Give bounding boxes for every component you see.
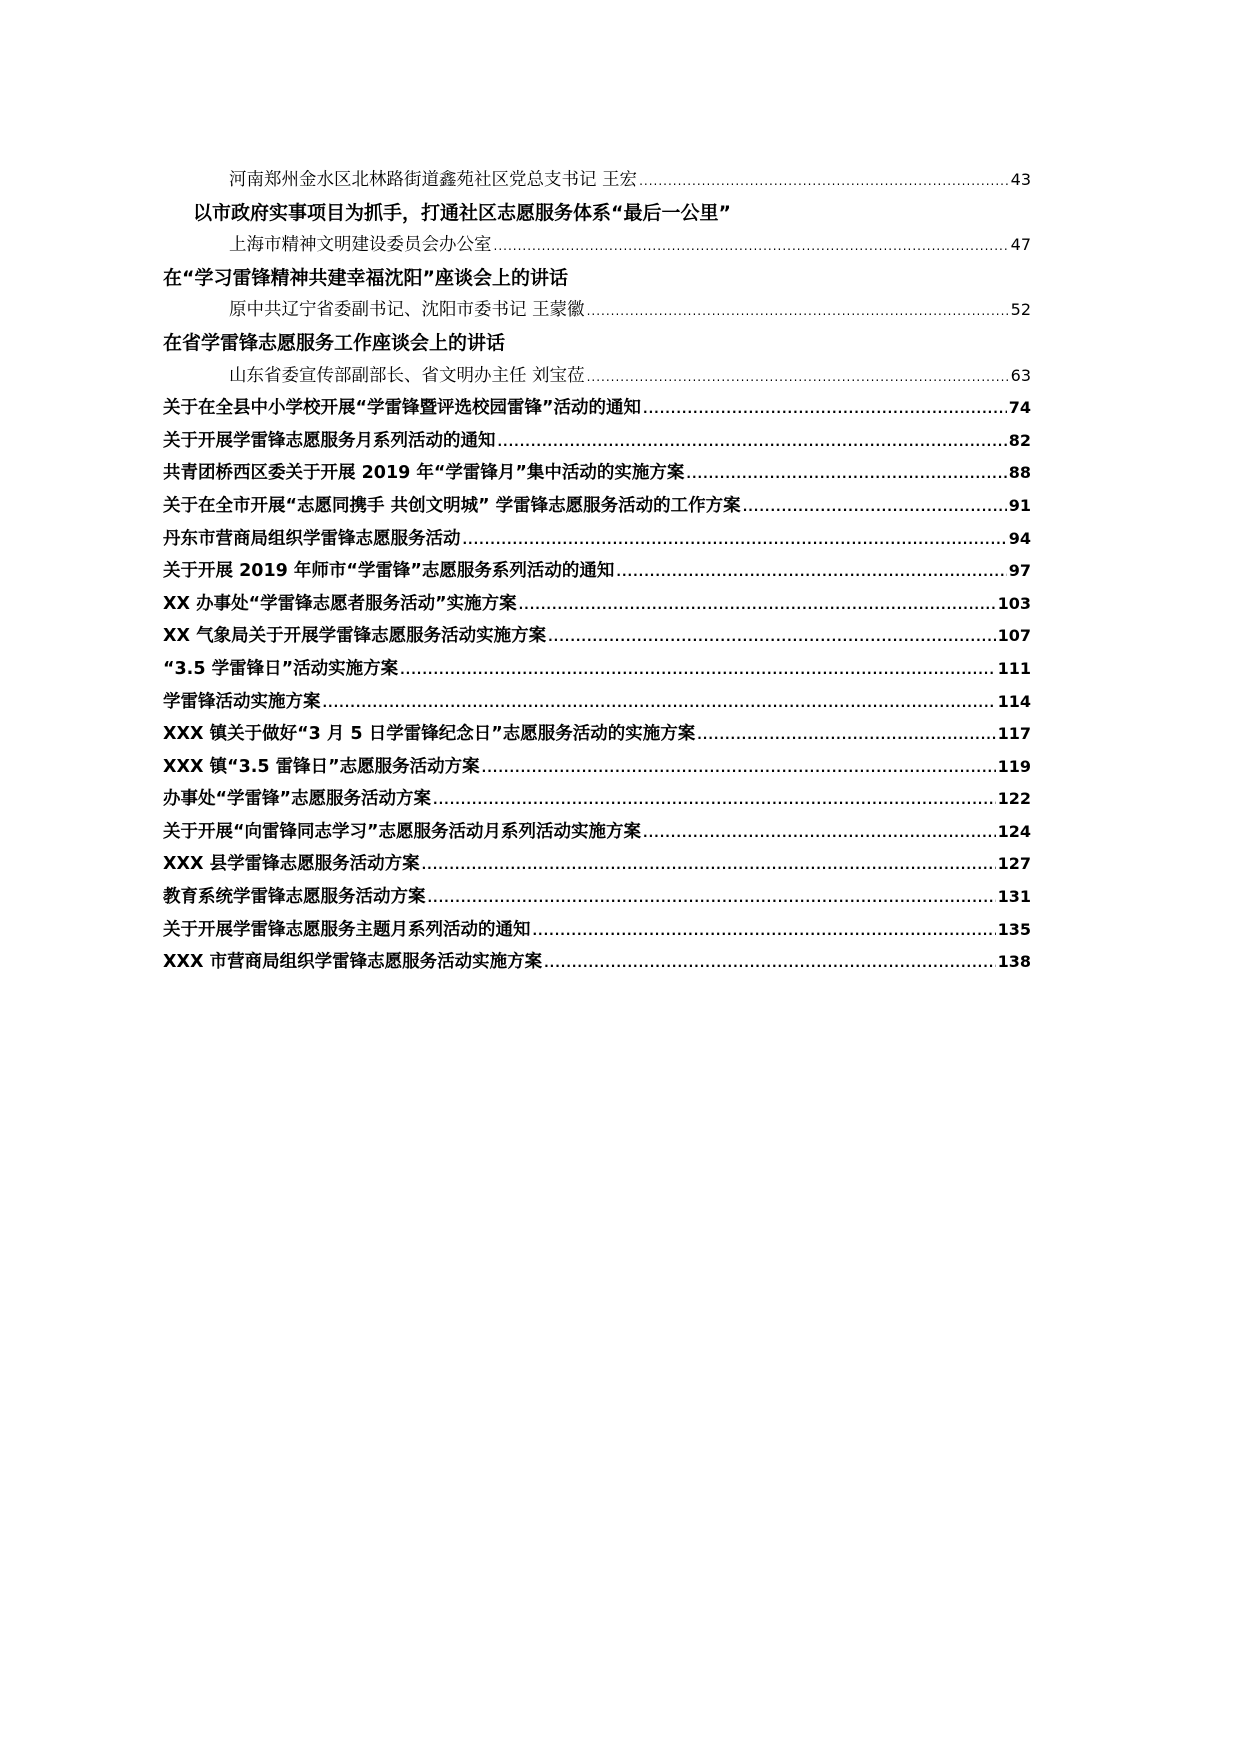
- toc-entry[interactable]: [163, 946, 1031, 979]
- dot-leader: [686, 458, 1006, 491]
- toc-entry-title: 办事处“学雷锋”志愿服务活动方案: [163, 789, 432, 810]
- toc-entry-title: 关于开展学雷锋志愿服务月系列活动的通知: [163, 430, 496, 451]
- toc-entry[interactable]: [163, 457, 1031, 490]
- toc-entry-title: 关于开展学雷锋志愿服务主题月系列活动的通知: [163, 919, 531, 940]
- toc-entry[interactable]: [163, 848, 1031, 881]
- toc-page-number: 63: [1010, 365, 1031, 385]
- dot-leader: [587, 295, 1009, 328]
- toc-entry[interactable]: [163, 360, 1031, 393]
- dot-leader: [616, 556, 1006, 589]
- toc-entry-title: 学雷锋活动实施方案: [163, 691, 321, 712]
- toc-entry[interactable]: [163, 620, 1031, 653]
- table-of-contents: [163, 164, 1031, 979]
- toc-page-number: 111: [997, 658, 1031, 678]
- toc-entry-title: XXX 县学雷锋志愿服务活动方案: [163, 854, 420, 875]
- toc-heading: [163, 327, 1031, 360]
- toc-entry-title: 上海市精神文明建设委员会办公室: [229, 235, 492, 256]
- toc-entry-title: XX 办事处“学雷锋志愿者服务活动”实施方案: [163, 593, 517, 614]
- toc-entry-title: 关于在全市开展“志愿同携手 共创文明城” 学雷锋志愿服务活动的工作方案: [163, 495, 741, 516]
- toc-entry[interactable]: [163, 816, 1031, 849]
- toc-entry-title: “3.5 学雷锋日”活动实施方案: [163, 658, 399, 679]
- toc-heading: [163, 262, 1031, 295]
- toc-page-number: 131: [997, 887, 1031, 907]
- toc-page-number: 97: [1008, 561, 1031, 581]
- toc-entry[interactable]: [163, 751, 1031, 784]
- toc-page-number: 122: [997, 789, 1031, 809]
- toc-entry-title: 河南郑州金水区北林路街道鑫苑社区党总支书记 王宏: [229, 170, 638, 190]
- dot-leader: [463, 524, 1007, 557]
- dot-leader: [544, 947, 996, 980]
- toc-entry-title: 丹东市营商局组织学雷锋志愿服务活动: [163, 528, 461, 549]
- toc-page-number: 117: [997, 724, 1031, 744]
- dot-leader: [643, 817, 996, 850]
- toc-entry[interactable]: [163, 294, 1031, 327]
- toc-entry-title: XX 气象局关于开展学雷锋志愿服务活动实施方案: [163, 626, 547, 647]
- toc-entry[interactable]: [163, 229, 1031, 262]
- toc-entry[interactable]: [163, 783, 1031, 816]
- toc-entry-title: XXX 市营商局组织学雷锋志愿服务活动实施方案: [163, 952, 543, 973]
- dot-leader: [697, 719, 995, 752]
- toc-entry-title: 山东省委宣传部副部长、省文明办主任 刘宝莅: [229, 365, 585, 386]
- toc-entry[interactable]: [163, 164, 1031, 197]
- dot-leader: [494, 230, 1009, 263]
- toc-page-number: 88: [1008, 463, 1031, 483]
- dot-leader: [643, 393, 1007, 426]
- toc-page-number: 74: [1008, 398, 1031, 418]
- toc-entry-title: 关于在全县中小学校开展“学雷锋暨评选校园雷锋”活动的通知: [163, 398, 642, 419]
- dot-leader: [433, 784, 996, 817]
- toc-entry[interactable]: [163, 686, 1031, 719]
- toc-page-number: 91: [1008, 495, 1031, 515]
- toc-entry-title: XXX 镇“3.5 雷锋日”志愿服务活动方案: [163, 756, 480, 777]
- toc-entry[interactable]: [163, 490, 1031, 523]
- toc-entry[interactable]: [163, 425, 1031, 458]
- toc-entry-title: 以市政府实事项目为抓手，打通社区志愿服务体系“最后一公里”: [193, 201, 731, 224]
- dot-leader: [587, 361, 1009, 394]
- toc-page-number: 124: [997, 821, 1031, 841]
- dot-leader: [639, 165, 1009, 198]
- dot-leader: [482, 752, 996, 785]
- dot-leader: [323, 687, 996, 720]
- dot-leader: [400, 654, 995, 687]
- toc-entry-title: 原中共辽宁省委副书记、沈阳市委书记 王蒙徽: [229, 300, 585, 321]
- toc-page-number: 82: [1008, 430, 1031, 450]
- toc-entry[interactable]: [163, 881, 1031, 914]
- dot-leader: [498, 426, 1007, 459]
- dot-leader: [422, 849, 996, 882]
- toc-page-number: 127: [997, 854, 1031, 874]
- toc-page-number: 135: [997, 919, 1031, 939]
- toc-page-number: 138: [997, 952, 1031, 972]
- toc-entry-title: 在省学雷锋志愿服务工作座谈会上的讲话: [163, 331, 506, 354]
- dot-leader: [743, 491, 1007, 524]
- toc-page-number: 52: [1010, 300, 1031, 320]
- toc-entry[interactable]: [163, 555, 1031, 588]
- toc-page-number: 103: [997, 593, 1031, 613]
- toc-entry[interactable]: [163, 523, 1031, 556]
- toc-entry[interactable]: [163, 653, 1031, 686]
- toc-entry[interactable]: [163, 392, 1031, 425]
- dot-leader: [428, 882, 996, 915]
- toc-page-number: 119: [997, 756, 1031, 776]
- toc-page-number: 47: [1010, 235, 1031, 255]
- dot-leader: [533, 915, 996, 948]
- toc-page-number: 114: [997, 691, 1031, 711]
- toc-entry-title: 教育系统学雷锋志愿服务活动方案: [163, 887, 426, 908]
- toc-page-number: 94: [1008, 528, 1031, 548]
- toc-entry-title: 在“学习雷锋精神共建幸福沈阳”座谈会上的讲话: [163, 266, 568, 289]
- toc-page-number: 107: [997, 626, 1031, 646]
- toc-entry-title: 关于开展 2019 年师市“学雷锋”志愿服务系列活动的通知: [163, 561, 615, 582]
- toc-entry-title: XXX 镇关于做好“3 月 5 日学雷锋纪念日”志愿服务活动的实施方案: [163, 724, 696, 745]
- dot-leader: [519, 589, 996, 622]
- toc-entry-title: 关于开展“向雷锋同志学习”志愿服务活动月系列活动实施方案: [163, 821, 642, 842]
- toc-page-number: 43: [1010, 170, 1031, 189]
- toc-entry[interactable]: [163, 718, 1031, 751]
- dot-leader: [548, 621, 996, 654]
- toc-heading: [163, 197, 1031, 230]
- toc-entry[interactable]: [163, 588, 1031, 621]
- toc-entry[interactable]: [163, 914, 1031, 947]
- toc-entry-title: 共青团桥西区委关于开展 2019 年“学雷锋月”集中活动的实施方案: [163, 463, 685, 484]
